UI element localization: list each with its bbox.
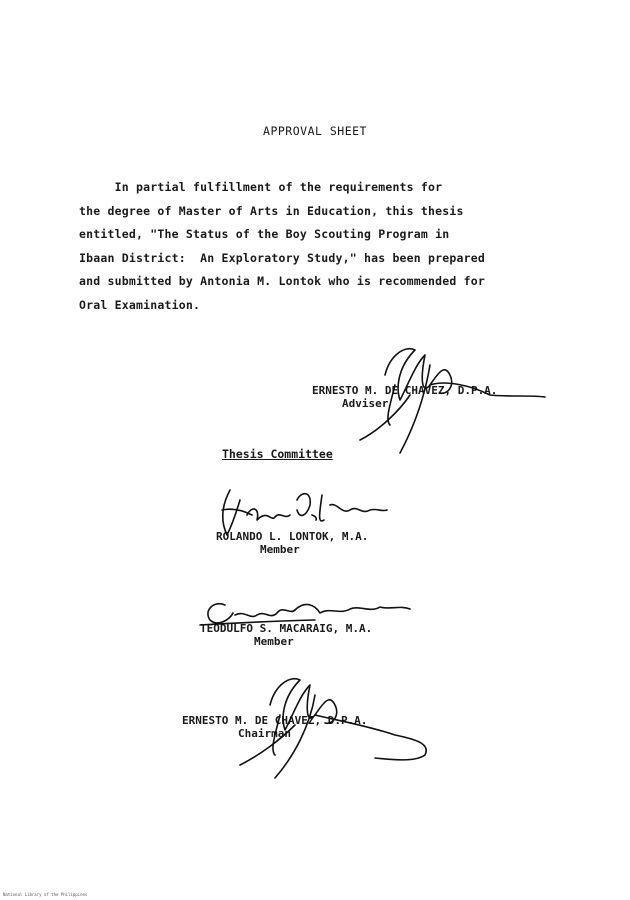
approval-paragraph xyxy=(79,176,549,317)
member-role: Member xyxy=(260,543,300,556)
member-name: TEODULFO S. MACARAIG, M.A. xyxy=(200,622,373,635)
paragraph-line: Oral Examination. xyxy=(79,297,201,312)
page-title: APPROVAL SHEET xyxy=(263,124,367,138)
chairman-name: ERNESTO M. DE CHAVEZ, D.P.A. xyxy=(182,714,368,727)
paragraph-line: the degree of Master of Arts in Education, this thesis xyxy=(79,203,464,218)
adviser-handwritten-signature xyxy=(330,325,570,455)
committee-heading: Thesis Committee xyxy=(222,447,333,461)
member-name: ROLANDO L. LONTOK, M.A. xyxy=(216,530,369,543)
paragraph-line: In partial fulfillment of the requirements for xyxy=(79,180,443,194)
chairman-role: Chairman xyxy=(238,727,291,740)
member-handwritten-signature xyxy=(212,480,392,550)
paragraph-line: Ibaan District: An Exploratory Study," has been prepared xyxy=(79,250,486,265)
member-handwritten-signature xyxy=(195,585,425,645)
member-role: Member xyxy=(254,635,294,648)
archive-footer: National Library of the Philippines xyxy=(3,892,88,897)
adviser-role: Adviser xyxy=(342,397,389,410)
adviser-name: ERNESTO M. DE CHAVEZ, D.P.A. xyxy=(312,384,498,397)
paragraph-line: and submitted by Antonia M. Lontok who is recommended for xyxy=(79,274,486,288)
paragraph-line: entitled, "The Status of the Boy Scouting Program in xyxy=(79,227,450,241)
chairman-handwritten-signature xyxy=(225,660,445,780)
